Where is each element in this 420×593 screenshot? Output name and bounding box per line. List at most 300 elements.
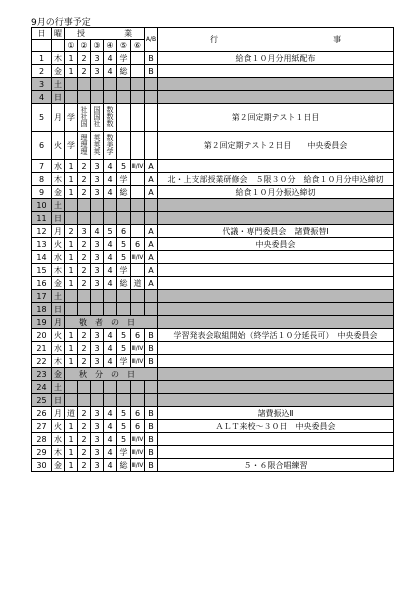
- schedule-row: [32, 264, 394, 277]
- period-cell: 5: [117, 342, 131, 355]
- period-cell: [117, 394, 131, 407]
- ab-cell: [145, 381, 158, 394]
- period-cell: [117, 199, 131, 212]
- period-cell: 2: [78, 251, 91, 264]
- period-cell: 6: [131, 407, 145, 420]
- period-cell: 4: [104, 420, 117, 433]
- period-cell: 3: [91, 407, 104, 420]
- day-cell: 20: [32, 329, 52, 342]
- schedule-row: [32, 251, 394, 264]
- schedule-row: [32, 446, 394, 459]
- period-cell: [65, 381, 78, 394]
- period-cell: 1: [65, 459, 78, 472]
- event-cell: 学習発表会取組開始（終学活１０分延長可） 中央委員会: [158, 329, 394, 342]
- weekday-cell: 土: [52, 199, 65, 212]
- period-cell: 3: [91, 355, 104, 368]
- period-cell: 4: [104, 342, 117, 355]
- period-cell: [131, 132, 145, 160]
- period-cell: [131, 381, 145, 394]
- schedule-row: [32, 394, 394, 407]
- weekday-cell: 火: [52, 420, 65, 433]
- schedule-row: [32, 316, 394, 329]
- schedule-row: [32, 173, 394, 186]
- day-cell: 24: [32, 381, 52, 394]
- page-title: 9月の行事予定: [31, 18, 91, 28]
- period-cell: 学: [117, 355, 131, 368]
- period-cell: 5: [117, 160, 131, 173]
- day-cell: 21: [32, 342, 52, 355]
- period-cell: 1: [65, 65, 78, 78]
- period-cell: 1: [65, 277, 78, 290]
- period-cell: [117, 381, 131, 394]
- period-cell: [78, 104, 91, 132]
- event-cell: [158, 303, 394, 316]
- period-cell: 4: [104, 264, 117, 277]
- event-cell: [158, 199, 394, 212]
- schedule-row: [32, 342, 394, 355]
- event-cell: 第２回定期テスト２日目 中央委員会: [158, 132, 394, 160]
- period-cell: Ⅲ/Ⅳ: [131, 160, 145, 173]
- event-cell: [158, 78, 394, 91]
- period-cell: Ⅲ/Ⅳ: [131, 459, 145, 472]
- weekday-cell: 水: [52, 160, 65, 173]
- weekday-cell: 金: [52, 459, 65, 472]
- period-cell: 5: [117, 329, 131, 342]
- schedule-row: [32, 199, 394, 212]
- weekday-cell: 水: [52, 342, 65, 355]
- weekday-cell: 月: [52, 316, 65, 329]
- schedule-table: [31, 27, 394, 472]
- period-cell: [65, 212, 78, 225]
- period-cell: 学: [117, 446, 131, 459]
- ab-cell: A: [145, 277, 158, 290]
- period-cell: 3: [91, 238, 104, 251]
- day-cell: 19: [32, 316, 52, 329]
- period-cell: 4: [104, 52, 117, 65]
- period-cell: [104, 132, 117, 160]
- period-cell: 3: [91, 52, 104, 65]
- ab-cell: B: [145, 459, 158, 472]
- event-cell: [158, 160, 394, 173]
- period-cell: Ⅲ/Ⅳ: [131, 342, 145, 355]
- header-class: [65, 28, 145, 40]
- period-subject-stack: 数数数: [106, 106, 114, 127]
- ab-cell: B: [145, 65, 158, 78]
- period-cell: Ⅲ/Ⅳ: [131, 251, 145, 264]
- event-cell: 諸費振込Ⅱ: [158, 407, 394, 420]
- day-cell: 26: [32, 407, 52, 420]
- period-cell: 4: [104, 65, 117, 78]
- event-cell: [158, 264, 394, 277]
- period-cell: 1: [65, 251, 78, 264]
- period-cell: Ⅲ/Ⅳ: [131, 355, 145, 368]
- header-row: [32, 28, 394, 40]
- event-cell: [158, 277, 394, 290]
- period-cell: 3: [91, 459, 104, 472]
- period-cell: 6: [117, 225, 131, 238]
- period-cell: 2: [78, 407, 91, 420]
- schedule-row: [32, 329, 394, 342]
- period-cell: 2: [78, 264, 91, 277]
- period-cell: 1: [65, 186, 78, 199]
- period-cell: 6: [131, 238, 145, 251]
- period-cell: 2: [78, 277, 91, 290]
- schedule-row: [32, 420, 394, 433]
- weekday-cell: 金: [52, 186, 65, 199]
- period-cell: 2: [78, 173, 91, 186]
- period-cell: 1: [65, 342, 78, 355]
- period-6: ⑥: [131, 40, 145, 52]
- period-cell: 1: [65, 52, 78, 65]
- weekday-cell: 木: [52, 446, 65, 459]
- header-class-1: 授: [76, 29, 85, 38]
- period-cell: [104, 303, 117, 316]
- period-cell: 3: [91, 420, 104, 433]
- event-cell: [158, 251, 394, 264]
- period-cell: [131, 65, 145, 78]
- holiday-cell: 敬者の日: [65, 316, 158, 329]
- period-cell: 6: [131, 420, 145, 433]
- day-cell: 5: [32, 104, 52, 132]
- period-cell: 2: [65, 225, 78, 238]
- day-cell: 9: [32, 186, 52, 199]
- period-cell: [104, 394, 117, 407]
- period-cell: [91, 91, 104, 104]
- weekday-cell: 月: [52, 407, 65, 420]
- holiday-cell: 秋分の日: [65, 368, 158, 381]
- period-5: ⑤: [117, 40, 131, 52]
- event-cell: [158, 355, 394, 368]
- event-cell: 中央委員会: [158, 238, 394, 251]
- header-weekday: 曜: [52, 28, 65, 40]
- weekday-cell: 金: [52, 368, 65, 381]
- period-cell: [131, 173, 145, 186]
- period-cell: 4: [104, 186, 117, 199]
- period-cell: [91, 394, 104, 407]
- period-cell: 2: [78, 342, 91, 355]
- period-cell: [78, 394, 91, 407]
- period-cell: 2: [78, 329, 91, 342]
- header-ab: A/B: [145, 28, 158, 52]
- ab-cell: A: [145, 225, 158, 238]
- schedule-row: [32, 91, 394, 104]
- period-cell: 1: [65, 420, 78, 433]
- event-cell: 北・上支部授業研修会 ５限３０分 給食１０月分申込締切: [158, 173, 394, 186]
- period-cell: [78, 303, 91, 316]
- ab-cell: B: [145, 329, 158, 342]
- ab-cell: [145, 303, 158, 316]
- period-cell: 3: [91, 277, 104, 290]
- period-cell: [104, 78, 117, 91]
- period-cell: 5: [117, 251, 131, 264]
- period-cell: [131, 91, 145, 104]
- ab-cell: A: [145, 173, 158, 186]
- period-cell: [65, 290, 78, 303]
- schedule-row: [32, 132, 394, 160]
- header-event-2: 事: [333, 35, 342, 44]
- period-cell: [131, 290, 145, 303]
- weekday-cell: 日: [52, 212, 65, 225]
- event-cell: 代議・専門委員会 諸費振替Ⅰ: [158, 225, 394, 238]
- period-cell: 2: [78, 433, 91, 446]
- schedule-row: [32, 160, 394, 173]
- weekday-cell: 土: [52, 290, 65, 303]
- period-cell: 1: [65, 264, 78, 277]
- schedule-row: [32, 290, 394, 303]
- period-cell: 2: [78, 238, 91, 251]
- day-cell: 7: [32, 160, 52, 173]
- event-cell: [158, 433, 394, 446]
- period-subject-stack: 理理理: [80, 134, 88, 155]
- ab-cell: B: [145, 52, 158, 65]
- event-cell: [158, 394, 394, 407]
- period-cell: 3: [91, 446, 104, 459]
- period-cell: [91, 78, 104, 91]
- period-cell: 3: [91, 186, 104, 199]
- period-cell: 学: [117, 52, 131, 65]
- period-cell: 総: [117, 459, 131, 472]
- event-cell: [158, 91, 394, 104]
- period-cell: [131, 52, 145, 65]
- period-subject-stack: 数美学: [106, 134, 114, 155]
- day-cell: 14: [32, 251, 52, 264]
- period-cell: [104, 212, 117, 225]
- period-cell: 4: [104, 407, 117, 420]
- period-cell: 5: [117, 238, 131, 251]
- weekday-cell: 月: [52, 104, 65, 132]
- event-cell: [158, 65, 394, 78]
- schedule-row: [32, 52, 394, 65]
- period-subject-stack: 社社国: [80, 106, 88, 127]
- period-cell: 6: [131, 329, 145, 342]
- period-subject-stack: 国国社: [93, 106, 101, 127]
- period-cell: [131, 264, 145, 277]
- period-cell: 2: [78, 420, 91, 433]
- period-cell: [65, 199, 78, 212]
- ab-cell: [145, 199, 158, 212]
- day-cell: 30: [32, 459, 52, 472]
- period-cell: 1: [65, 355, 78, 368]
- ab-cell: [145, 290, 158, 303]
- event-cell: [158, 381, 394, 394]
- header-event: [158, 28, 394, 52]
- ab-cell: [145, 78, 158, 91]
- period-cell: [65, 303, 78, 316]
- period-cell: 学: [65, 104, 78, 132]
- schedule-row: [32, 303, 394, 316]
- period-cell: 学: [117, 173, 131, 186]
- period-cell: [78, 199, 91, 212]
- day-cell: 11: [32, 212, 52, 225]
- period-cell: [91, 199, 104, 212]
- period-cell: 3: [91, 433, 104, 446]
- period-cell: 4: [104, 251, 117, 264]
- period-cell: [117, 91, 131, 104]
- ab-cell: A: [145, 264, 158, 277]
- weekday-cell: 日: [52, 303, 65, 316]
- ab-cell: A: [145, 160, 158, 173]
- period-cell: 4: [104, 173, 117, 186]
- period-cell: [78, 78, 91, 91]
- weekday-cell: 金: [52, 65, 65, 78]
- event-cell: 第２回定期テスト１日目: [158, 104, 394, 132]
- period-cell: 3: [91, 173, 104, 186]
- period-cell: 道: [131, 277, 145, 290]
- weekday-cell: 日: [52, 91, 65, 104]
- day-cell: 29: [32, 446, 52, 459]
- ab-cell: [145, 394, 158, 407]
- period-cell: 総: [117, 277, 131, 290]
- header-blank-1: [32, 40, 52, 52]
- weekday-cell: 木: [52, 264, 65, 277]
- schedule-row: [32, 212, 394, 225]
- period-cell: 1: [65, 238, 78, 251]
- period-cell: [117, 132, 131, 160]
- period-cell: [131, 225, 145, 238]
- period-1: ①: [65, 40, 78, 52]
- day-cell: 15: [32, 264, 52, 277]
- schedule-row: [32, 459, 394, 472]
- period-cell: 1: [65, 329, 78, 342]
- event-cell: ５・６限合唱練習: [158, 459, 394, 472]
- event-cell: 給食１０月分用紙配布: [158, 52, 394, 65]
- period-cell: [65, 394, 78, 407]
- ab-cell: B: [145, 433, 158, 446]
- period-cell: [78, 381, 91, 394]
- event-cell: [158, 368, 394, 381]
- weekday-cell: 水: [52, 433, 65, 446]
- day-cell: 25: [32, 394, 52, 407]
- ab-cell: B: [145, 355, 158, 368]
- weekday-cell: 土: [52, 78, 65, 91]
- ab-cell: B: [145, 420, 158, 433]
- weekday-cell: 水: [52, 251, 65, 264]
- period-cell: 3: [91, 251, 104, 264]
- period-cell: 4: [104, 355, 117, 368]
- period-cell: [91, 132, 104, 160]
- period-cell: 4: [104, 329, 117, 342]
- weekday-cell: 火: [52, 132, 65, 160]
- period-cell: 1: [65, 446, 78, 459]
- day-cell: 12: [32, 225, 52, 238]
- period-cell: 3: [91, 65, 104, 78]
- period-cell: 2: [78, 186, 91, 199]
- ab-cell: A: [145, 251, 158, 264]
- ab-cell: B: [145, 342, 158, 355]
- schedule-row: [32, 381, 394, 394]
- weekday-cell: 火: [52, 329, 65, 342]
- period-cell: 1: [65, 433, 78, 446]
- period-cell: 3: [91, 329, 104, 342]
- ab-cell: [145, 132, 158, 160]
- schedule-row: [32, 277, 394, 290]
- period-2: ②: [78, 40, 91, 52]
- period-cell: 4: [104, 459, 117, 472]
- period-cell: [104, 104, 117, 132]
- period-cell: 学: [65, 132, 78, 160]
- period-cell: 5: [104, 225, 117, 238]
- event-cell: [158, 342, 394, 355]
- day-cell: 8: [32, 173, 52, 186]
- schedule-row: [32, 433, 394, 446]
- period-cell: Ⅲ/Ⅳ: [131, 433, 145, 446]
- schedule-row: [32, 78, 394, 91]
- period-cell: Ⅲ/Ⅳ: [131, 446, 145, 459]
- period-3: ③: [91, 40, 104, 52]
- day-cell: 6: [32, 132, 52, 160]
- schedule-row: [32, 65, 394, 78]
- schedule-row: [32, 355, 394, 368]
- ab-cell: [145, 104, 158, 132]
- period-cell: 総: [117, 186, 131, 199]
- day-cell: 1: [32, 52, 52, 65]
- ab-cell: [145, 212, 158, 225]
- period-cell: [104, 199, 117, 212]
- schedule-row: [32, 368, 394, 381]
- header-day: 日: [32, 28, 52, 40]
- period-subject-stack: 英英英: [93, 134, 101, 155]
- schedule-row: [32, 225, 394, 238]
- period-cell: [117, 78, 131, 91]
- period-cell: [131, 394, 145, 407]
- period-cell: [117, 104, 131, 132]
- period-cell: 2: [78, 355, 91, 368]
- period-cell: [117, 303, 131, 316]
- period-cell: 5: [117, 407, 131, 420]
- period-cell: [131, 303, 145, 316]
- period-cell: 4: [104, 277, 117, 290]
- period-cell: 総: [117, 65, 131, 78]
- period-cell: 学: [117, 264, 131, 277]
- event-cell: [158, 446, 394, 459]
- header-class-2: 業: [124, 29, 133, 38]
- weekday-cell: 日: [52, 394, 65, 407]
- period-cell: 5: [117, 420, 131, 433]
- period-cell: 4: [91, 225, 104, 238]
- period-cell: 3: [91, 160, 104, 173]
- day-cell: 23: [32, 368, 52, 381]
- day-cell: 18: [32, 303, 52, 316]
- period-cell: [78, 132, 91, 160]
- ab-cell: B: [145, 407, 158, 420]
- period-cell: 3: [91, 342, 104, 355]
- weekday-cell: 土: [52, 381, 65, 394]
- period-cell: [117, 290, 131, 303]
- period-cell: 4: [104, 238, 117, 251]
- day-cell: 10: [32, 199, 52, 212]
- period-cell: [78, 212, 91, 225]
- weekday-cell: 木: [52, 52, 65, 65]
- schedule-row: [32, 104, 394, 132]
- day-cell: 28: [32, 433, 52, 446]
- period-cell: 道: [65, 407, 78, 420]
- event-cell: [158, 316, 394, 329]
- period-cell: [104, 381, 117, 394]
- period-cell: 2: [78, 65, 91, 78]
- ab-cell: [145, 91, 158, 104]
- period-cell: [131, 199, 145, 212]
- event-cell: [158, 212, 394, 225]
- day-cell: 16: [32, 277, 52, 290]
- period-cell: 5: [117, 433, 131, 446]
- period-4: ④: [104, 40, 117, 52]
- period-cell: [131, 104, 145, 132]
- period-cell: [131, 186, 145, 199]
- day-cell: 22: [32, 355, 52, 368]
- schedule-body: [32, 28, 394, 472]
- period-cell: [91, 212, 104, 225]
- event-cell: [158, 290, 394, 303]
